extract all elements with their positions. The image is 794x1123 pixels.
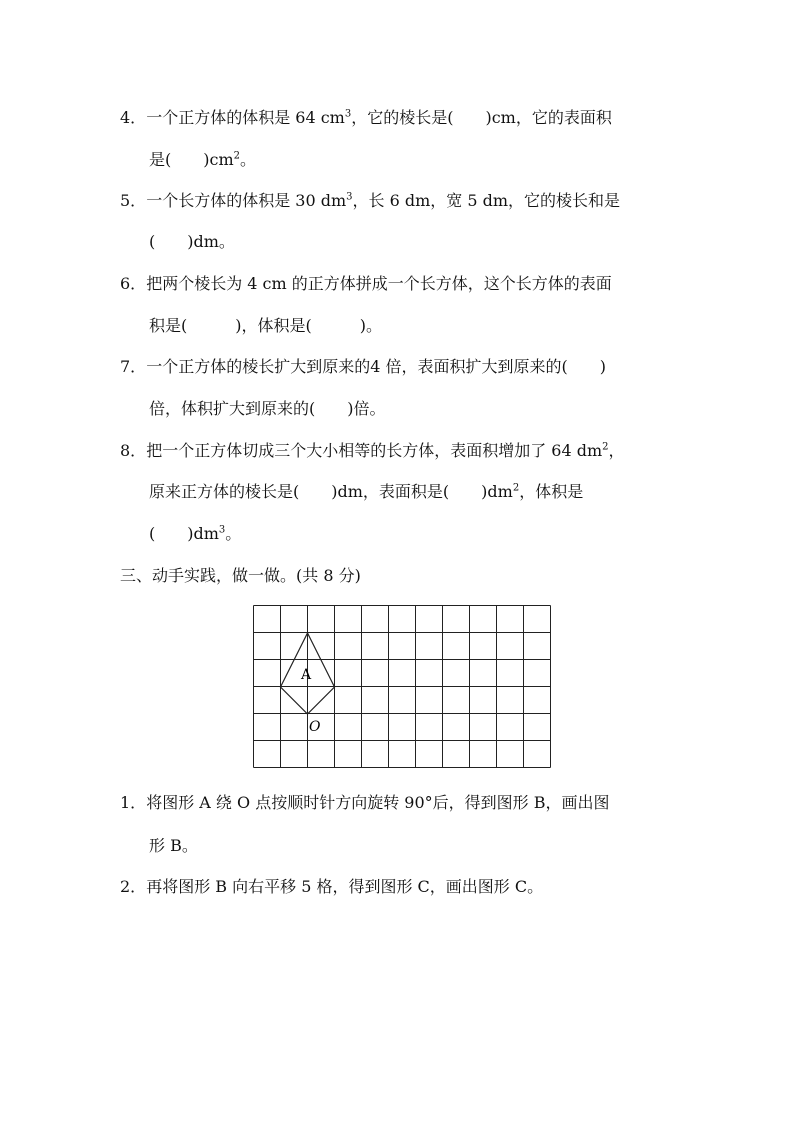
question-8-line-3	[149, 524, 241, 544]
question-text: 积是( )，体积是( )。	[149, 316, 382, 335]
question-number: 6．	[120, 274, 147, 293]
question-number: 7．	[120, 357, 147, 376]
question-number: 4．	[120, 108, 147, 127]
question-text: 将图形 A 绕 O 点按顺时针方向旋转 90°后，得到图形 B，画出图	[146, 793, 610, 812]
superscript: 2	[233, 150, 240, 162]
question-8-line-2	[149, 482, 583, 502]
question-8-line-1	[120, 441, 625, 461]
question-text: 把两个棱长为 4 cm 的正方体拼成一个长方体，这个长方体的表面	[146, 274, 612, 293]
question-number: 8．	[120, 441, 147, 460]
practice-2-line-1	[120, 877, 543, 897]
question-text: ，体积是	[519, 482, 584, 501]
question-text: 一个正方体的棱长扩大到原来的4 倍，表面积扩大到原来的( )	[146, 357, 606, 376]
question-4-line-2	[149, 150, 256, 170]
question-6-line-1	[120, 274, 612, 294]
superscript: 3	[218, 524, 226, 536]
question-6-line-2	[149, 316, 382, 336]
question-text: 原来正方体的棱长是( )dm，表面积是( )dm	[149, 482, 513, 501]
question-text: 是( )cm	[149, 150, 234, 169]
question-5-line-1	[120, 191, 620, 211]
question-text: 把一个正方体切成三个大小相等的长方体，表面积增加了 64 dm	[146, 441, 603, 460]
question-text: 再将图形 B 向右平移 5 格，得到图形 C，画出图形 C。	[146, 877, 544, 896]
label-o: O	[309, 719, 321, 735]
question-4-line-1	[120, 108, 612, 128]
question-text: ，	[608, 441, 625, 460]
practice-1-line-2	[149, 836, 198, 856]
superscript: 3	[346, 191, 353, 203]
label-a: A	[301, 667, 312, 683]
question-number: 2．	[120, 877, 147, 896]
question-text: 。	[225, 524, 242, 543]
question-text: 。	[240, 150, 257, 169]
superscript: 2	[512, 482, 520, 494]
practice-1-line-1	[120, 793, 610, 813]
question-text: ，它的棱长是( )cm，它的表面积	[351, 108, 612, 127]
question-text: 一个正方体的体积是 64 cm	[146, 108, 345, 127]
superscript: 3	[344, 108, 352, 120]
question-text: 倍，体积扩大到原来的( )倍。	[149, 399, 386, 418]
question-7-line-2	[149, 399, 386, 419]
question-number: 1．	[120, 793, 147, 812]
question-text: ，长 6 dm，宽 5 dm，它的棱长和是	[352, 191, 621, 210]
question-text: 形 B。	[149, 836, 198, 855]
question-text: ( )dm。	[149, 232, 235, 251]
question-number: 5．	[120, 191, 147, 210]
question-text: ( )dm	[149, 524, 219, 543]
question-7-line-1	[120, 357, 606, 377]
question-text: 一个长方体的体积是 30 dm	[146, 191, 347, 210]
rotation-grid-figure	[253, 605, 555, 771]
section-3-heading	[120, 566, 361, 586]
section-title: 三、动手实践，做一做。(共 8 分)	[120, 566, 361, 585]
grid-lines	[254, 606, 551, 768]
superscript: 2	[602, 441, 609, 453]
question-5-line-2	[149, 232, 235, 252]
